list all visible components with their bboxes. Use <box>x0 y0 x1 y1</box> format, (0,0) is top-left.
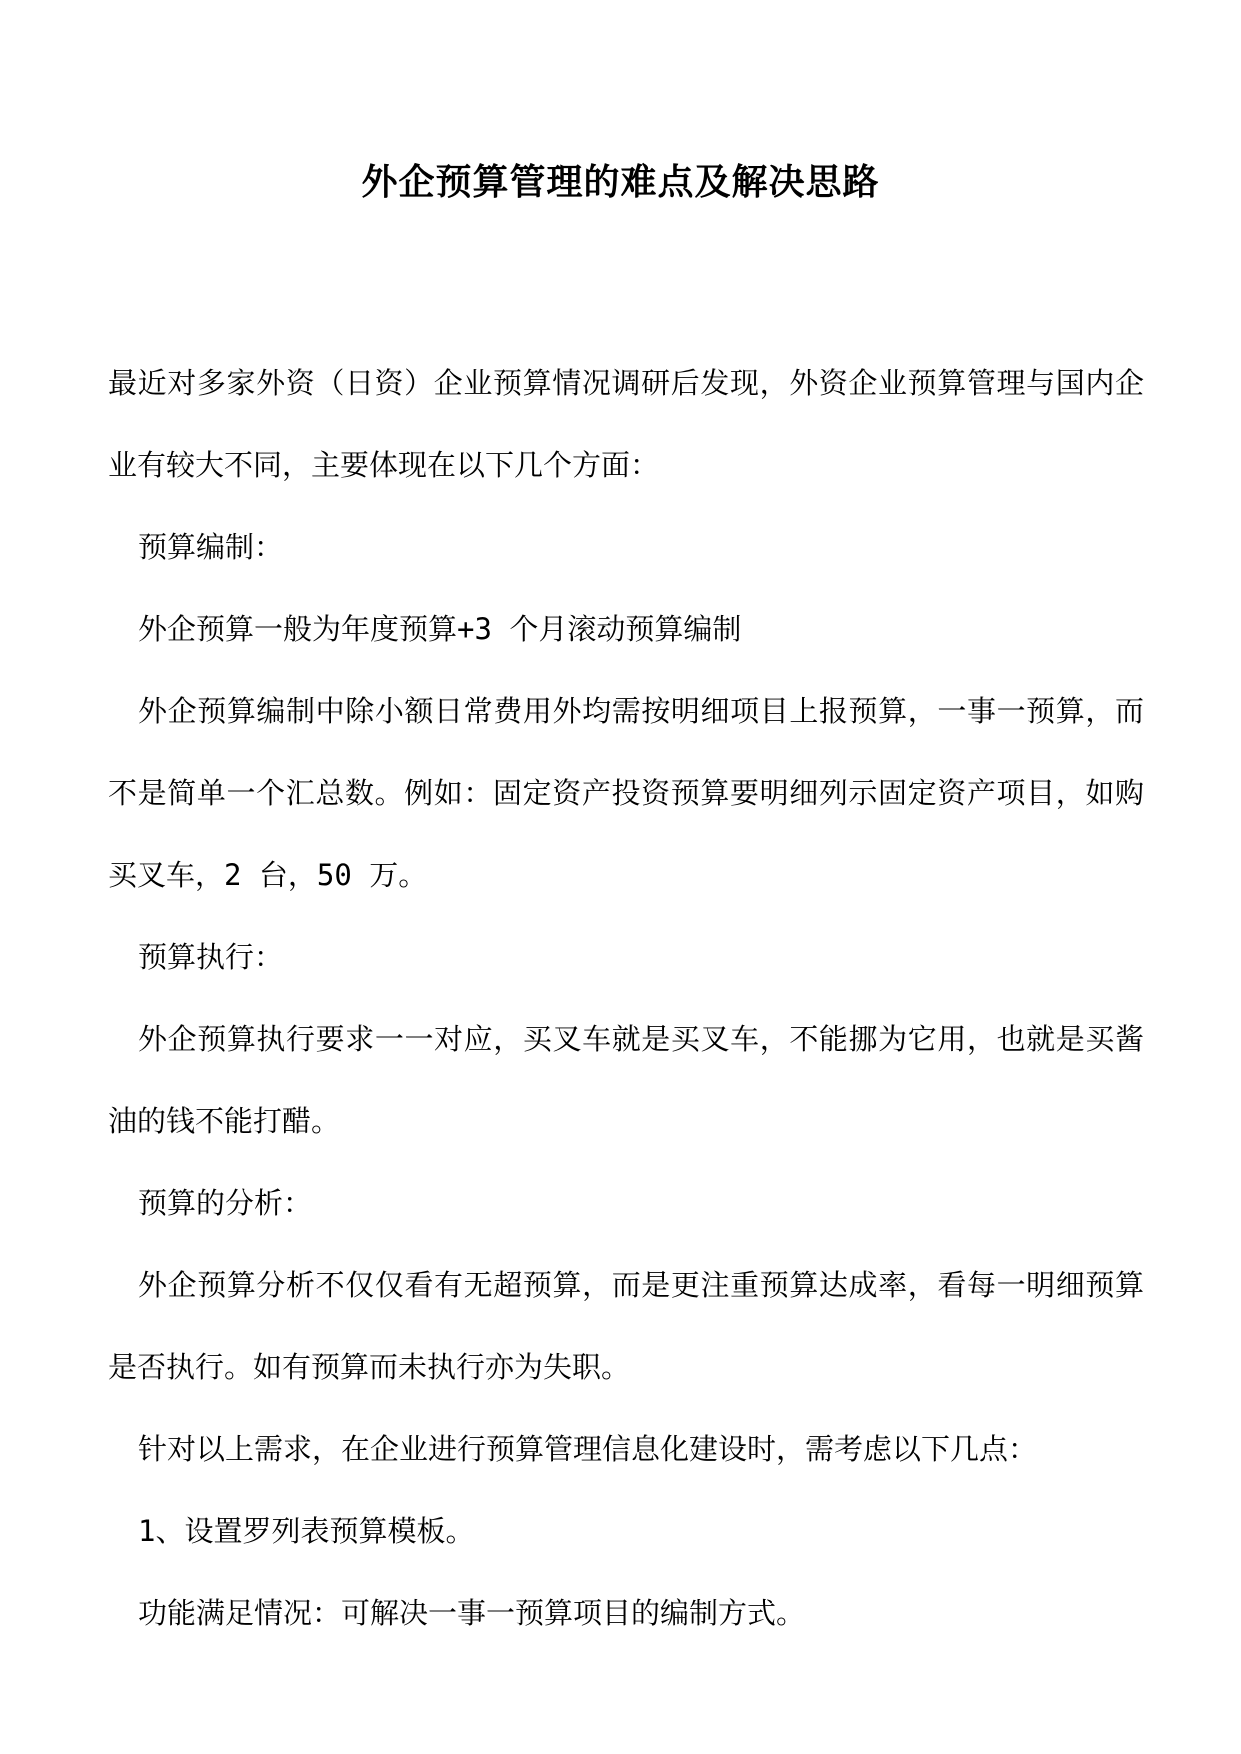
list-item: 1、设置罗列表预算模板。 <box>138 1514 475 1548</box>
section-heading-budget-execution: 预算执行： <box>138 940 284 974</box>
paragraph: 外企预算编制中除小额日常费用外均需按明细项目上报预算，一事一预算，而不是简单一个汇总数。例如：固定资产投资预算要明细列示固定资产项目，如购买叉车，2 台，50 万。 <box>108 694 1144 892</box>
section-heading-budget-analysis: 预算的分析： <box>138 1186 313 1220</box>
document-body <box>108 342 1144 1654</box>
paragraph: 功能满足情况：可解决一事一预算项目的编制方式。 <box>138 1596 806 1630</box>
paragraph: 外企预算分析不仅仅看有无超预算，而是更注重预算达成率，看每一明细预算是否执行。如有预算而未执行亦为失职。 <box>108 1268 1144 1384</box>
paragraph: 外企预算一般为年度预算+3 个月滚动预算编制 <box>138 612 742 646</box>
intro-paragraph: 最近对多家外资（日资）企业预算情况调研后发现，外资企业预算管理与国内企业有较大不同，主要体现在以下几个方面： <box>108 366 1144 482</box>
paragraph: 外企预算执行要求一一对应，买叉车就是买叉车，不能挪为它用，也就是买酱油的钱不能打醋。 <box>108 1022 1144 1138</box>
document-title: 外企预算管理的难点及解决思路 <box>361 161 880 203</box>
section-heading-budget-preparation: 预算编制： <box>138 530 284 564</box>
paragraph: 针对以上需求，在企业进行预算管理信息化建设时，需考虑以下几点： <box>138 1432 1038 1466</box>
